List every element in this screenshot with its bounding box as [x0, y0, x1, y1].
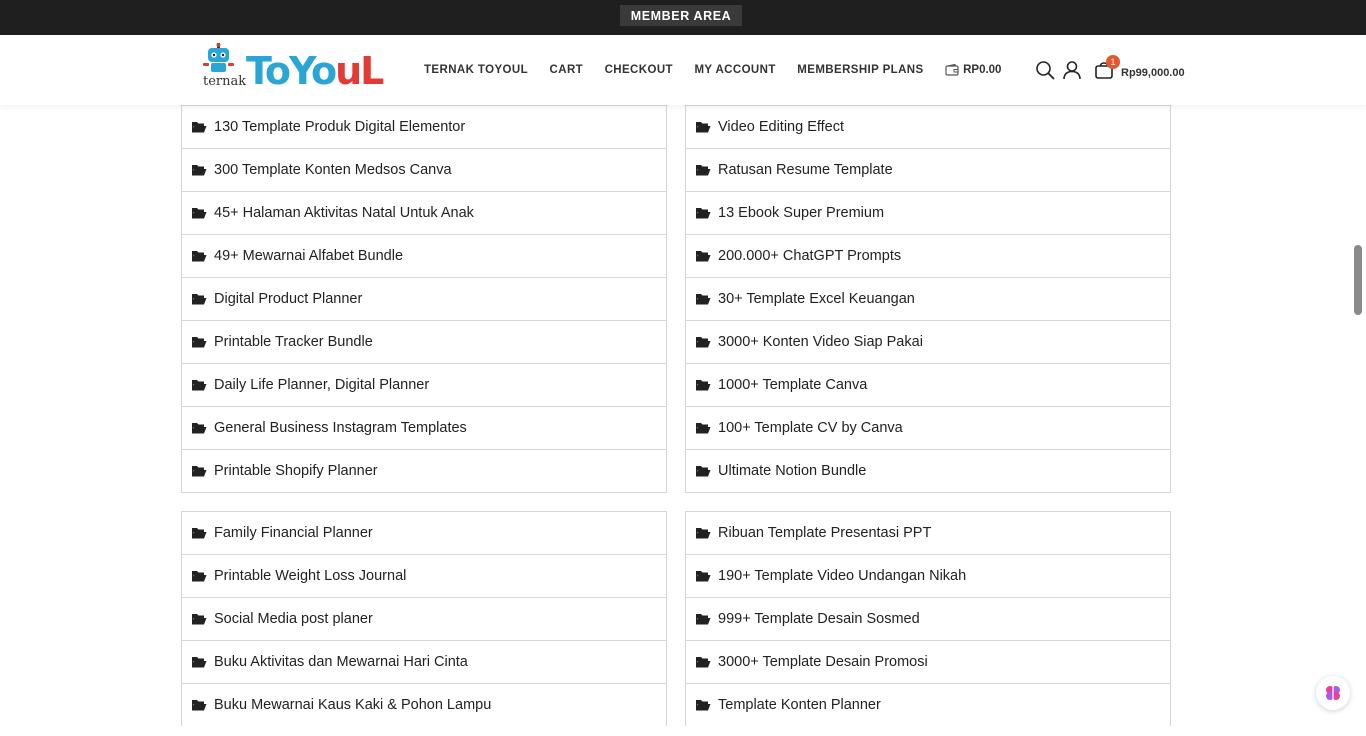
wallet-icon: [945, 64, 959, 76]
list-item-label: Ultimate Notion Bundle: [718, 463, 867, 479]
folder-open-icon: [695, 292, 711, 306]
nav-checkout[interactable]: CHECKOUT: [604, 64, 673, 76]
cart-total[interactable]: Rp99,000.00: [1121, 67, 1185, 79]
list-item[interactable]: [182, 598, 666, 641]
list-item-label: 1000+ Template Canva: [718, 377, 868, 393]
list-item[interactable]: [686, 598, 1170, 641]
wallet-amount: RP0.00: [963, 64, 1002, 76]
list-item-label: General Business Instagram Templates: [214, 420, 467, 436]
brain-icon: [1324, 684, 1342, 702]
folder-open-icon: [191, 464, 207, 478]
list-item[interactable]: [182, 278, 666, 321]
folder-open-icon: [191, 335, 207, 349]
list-item[interactable]: [182, 407, 666, 450]
list-item[interactable]: [182, 192, 666, 235]
nav-membership-plans[interactable]: MEMBERSHIP PLANS: [797, 64, 924, 76]
logo-brand-part2: uL: [335, 49, 383, 93]
list-item-label: 100+ Template CV by Canva: [718, 420, 903, 436]
list-item-label: Printable Weight Loss Journal: [214, 568, 407, 584]
top-bar: [0, 0, 1366, 35]
list-item[interactable]: [686, 106, 1170, 149]
list-item-label: 49+ Mewarnai Alfabet Bundle: [214, 248, 404, 264]
logo-ternak-text: ternak: [203, 74, 247, 89]
folder-open-icon: [191, 120, 207, 134]
right-list-group-2: [685, 511, 1171, 726]
folder-open-icon: [695, 163, 711, 177]
list-item[interactable]: [686, 407, 1170, 450]
folder-open-icon: [695, 120, 711, 134]
folder-open-icon: [191, 612, 207, 626]
list-item-label: Template Konten Planner: [718, 697, 881, 713]
list-item-label: Buku Mewarnai Kaus Kaki & Pohon Lampu: [214, 697, 492, 713]
wallet-balance[interactable]: [945, 64, 1001, 76]
list-item-label: Ribuan Template Presentasi PPT: [718, 525, 932, 541]
search-icon[interactable]: [1035, 60, 1055, 80]
folder-open-icon: [191, 421, 207, 435]
list-item-label: Social Media post planer: [214, 611, 373, 627]
list-item-label: 3000+ Template Desain Promosi: [718, 654, 928, 670]
scrollbar-thumb[interactable]: [1354, 245, 1362, 315]
cart-count-badge: 1: [1106, 55, 1120, 69]
list-item-label: 999+ Template Desain Sosmed: [718, 611, 920, 627]
list-item-label: Printable Shopify Planner: [214, 463, 378, 479]
folder-open-icon: [191, 569, 207, 583]
site-header: [0, 35, 1366, 105]
nav-my-account[interactable]: MY ACCOUNT: [694, 64, 776, 76]
folder-open-icon: [191, 655, 207, 669]
list-item[interactable]: [182, 235, 666, 278]
list-item[interactable]: [182, 684, 666, 726]
folder-open-icon: [695, 526, 711, 540]
folder-open-icon: [695, 335, 711, 349]
folder-open-icon: [191, 206, 207, 220]
list-item[interactable]: [182, 364, 666, 407]
list-item-label: 3000+ Konten Video Siap Pakai: [718, 334, 923, 350]
list-item-label: 300 Template Konten Medsos Canva: [214, 162, 452, 178]
folder-open-icon: [695, 612, 711, 626]
list-item[interactable]: [182, 321, 666, 364]
nav-ternak-toyoul[interactable]: TERNAK TOYOUL: [424, 64, 529, 76]
list-item[interactable]: [686, 364, 1170, 407]
folder-open-icon: [695, 464, 711, 478]
left-list-group-1: [181, 105, 667, 493]
folder-open-icon: [191, 378, 207, 392]
folder-open-icon: [695, 206, 711, 220]
folder-open-icon: [191, 249, 207, 263]
list-item-label: 13 Ebook Super Premium: [718, 205, 885, 221]
folder-open-icon: [695, 249, 711, 263]
user-icon[interactable]: [1062, 60, 1082, 80]
folder-open-icon: [191, 526, 207, 540]
folder-open-icon: [191, 292, 207, 306]
list-item[interactable]: [182, 149, 666, 192]
assistant-button[interactable]: [1316, 676, 1350, 710]
right-list-group-1: [685, 105, 1171, 493]
folder-open-icon: [695, 421, 711, 435]
list-item[interactable]: [686, 684, 1170, 726]
list-item-label: 30+ Template Excel Keuangan: [718, 291, 915, 307]
list-item-label: 200.000+ ChatGPT Prompts: [718, 248, 902, 264]
list-item[interactable]: [686, 278, 1170, 321]
robot-mascot-icon: [202, 43, 236, 75]
list-item[interactable]: [182, 512, 666, 555]
list-item[interactable]: [686, 450, 1170, 492]
list-item-label: Daily Life Planner, Digital Planner: [214, 377, 430, 393]
list-item-label: Family Financial Planner: [214, 525, 373, 541]
nav-cart[interactable]: CART: [549, 64, 584, 76]
list-item-label: Ratusan Resume Template: [718, 162, 893, 178]
list-item-label: Digital Product Planner: [214, 291, 363, 307]
list-item-label: Video Editing Effect: [718, 119, 845, 135]
folder-open-icon: [695, 698, 711, 712]
left-list-group-2: [181, 511, 667, 726]
folder-open-icon: [191, 163, 207, 177]
folder-open-icon: [695, 569, 711, 583]
list-item[interactable]: [686, 512, 1170, 555]
list-item-label: 190+ Template Video Undangan Nikah: [718, 568, 967, 584]
list-item[interactable]: [182, 641, 666, 684]
site-logo[interactable]: [200, 43, 383, 93]
logo-brand-part1: ToYo: [246, 49, 336, 93]
list-item[interactable]: [686, 149, 1170, 192]
member-area-label[interactable]: MEMBER AREA: [620, 5, 742, 26]
list-item[interactable]: [182, 106, 666, 149]
main-nav: [424, 35, 1001, 105]
list-item-label: Buku Aktivitas dan Mewarnai Hari Cinta: [214, 654, 468, 670]
list-item[interactable]: [686, 641, 1170, 684]
list-item[interactable]: [182, 555, 666, 598]
list-item[interactable]: [686, 555, 1170, 598]
list-item[interactable]: [686, 235, 1170, 278]
list-item[interactable]: [182, 450, 666, 492]
list-item-label: Printable Tracker Bundle: [214, 334, 373, 350]
list-item-label: 45+ Halaman Aktivitas Natal Untuk Anak: [214, 205, 474, 221]
folder-open-icon: [695, 378, 711, 392]
list-item[interactable]: [686, 321, 1170, 364]
logo-brand-text: [246, 49, 382, 93]
list-item-label: 130 Template Produk Digital Elementor: [214, 119, 466, 135]
folder-open-icon: [695, 655, 711, 669]
folder-open-icon: [191, 698, 207, 712]
list-item[interactable]: [686, 192, 1170, 235]
